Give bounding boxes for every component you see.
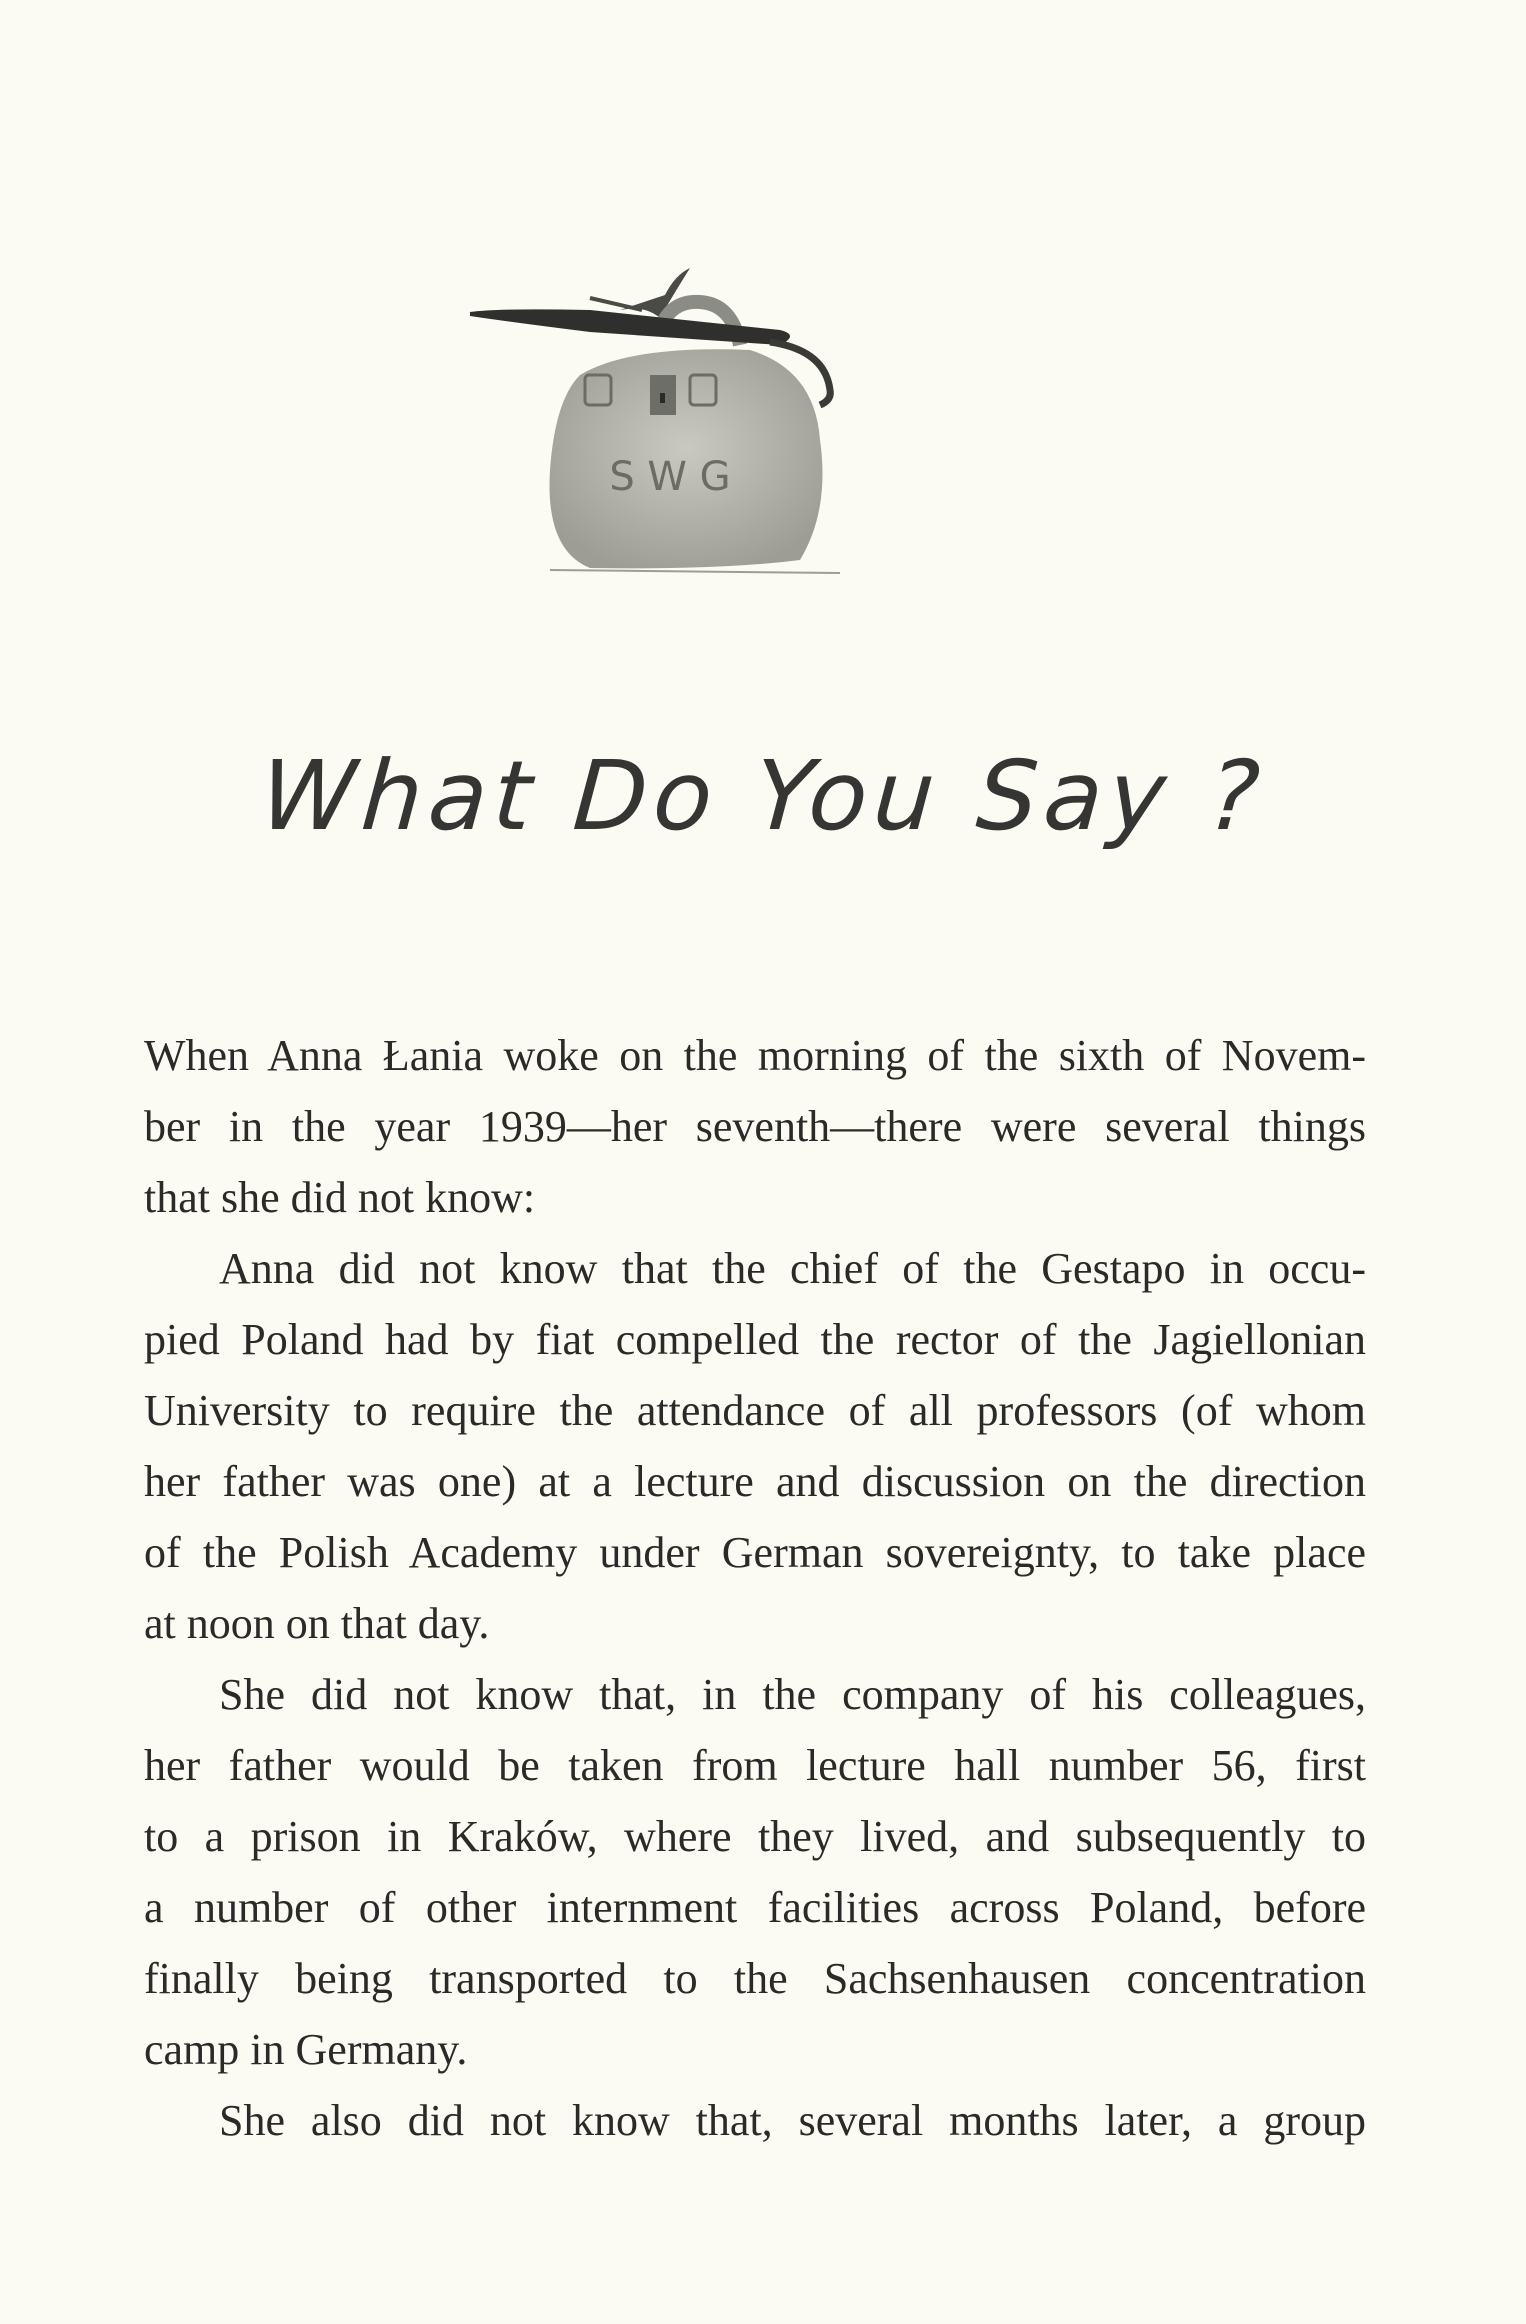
paragraph [144,2085,1366,2156]
paragraph [144,1233,1366,1659]
text-line: her father was one) at a lecture and discussion on the direction [144,1457,1366,1506]
bag-monogram: S W G [609,454,731,500]
text-line: When Anna Łania woke on the morning of the sixth of Novem- [144,1031,1366,1080]
bag-icon [550,302,841,573]
text-line: her father would be taken from lecture hall number 56, first [144,1741,1366,1790]
chapter-body [144,1020,1366,2156]
text-line: She also did not know that, several months later, a group [219,2096,1366,2145]
text-line: that she did not know: [144,1173,536,1222]
doctor-bag-illustration [470,250,1030,650]
text-line: University to require the attendance of all professors (of whom [144,1386,1366,1435]
chapter-title: What Do You Say ? [257,740,1269,852]
paragraph [144,1659,1366,2085]
text-line: at noon on that day. [144,1599,490,1648]
text-line: of the Polish Academy under German sovereignty, to take place [144,1528,1366,1577]
text-line: to a prison in Kraków, where they lived, and subsequently to [144,1812,1366,1861]
text-line: Anna did not know that the chief of the Gestapo in occu- [219,1244,1366,1293]
text-line: She did not know that, in the company of his colleagues, [219,1670,1366,1719]
text-line: pied Poland had by fiat compelled the rector of the Jagiellonian [144,1315,1366,1364]
text-line: camp in Germany. [144,2025,468,2074]
paragraph [144,1020,1366,1233]
text-line: finally being transported to the Sachsenhausen concentration [144,1954,1366,2003]
text-line: a number of other internment facilities across Poland, before [144,1883,1366,1932]
text-line: ber in the year 1939—her seventh—there were several things [144,1102,1366,1151]
